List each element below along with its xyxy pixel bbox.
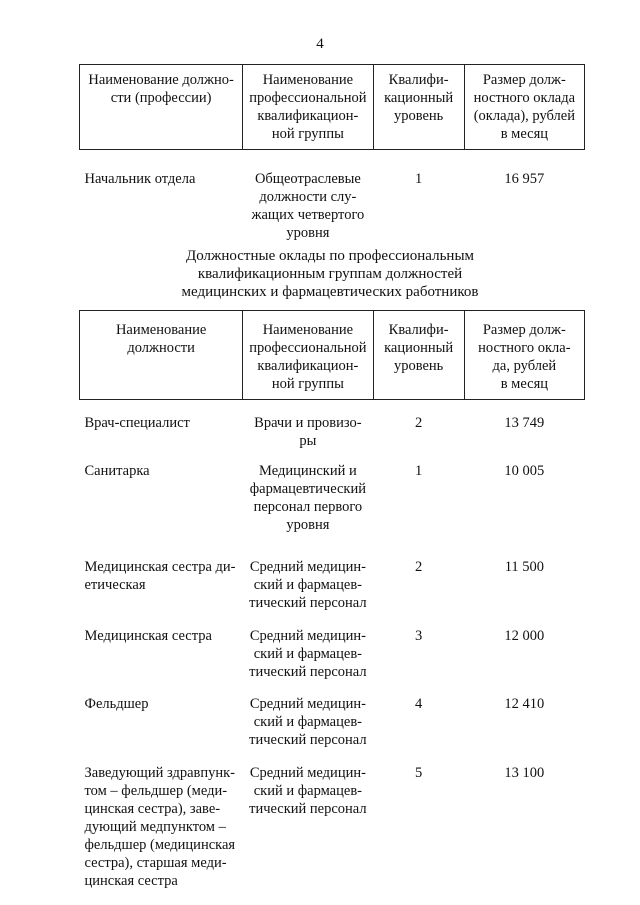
header-position: Наименование должно- сти (профессии) xyxy=(80,65,243,150)
cell-salary: 13 100 xyxy=(504,765,545,781)
cell-group: Средний медицин- ский и фармацев- тический персонал xyxy=(249,696,367,748)
cell-level: 2 xyxy=(414,559,423,575)
header-qualification-level: Квалифи- кационный уровень xyxy=(373,311,464,400)
cell-group: Средний медицин- ский и фармацев- тический персонал xyxy=(249,559,367,611)
cell-salary: 11 500 xyxy=(504,559,545,575)
section-title: Должностные оклады по профессиональным квалификационным группам должностей медицинских и фармацевтических работников xyxy=(181,248,479,300)
header-qualification-level: Квалифи- кационный уровень xyxy=(373,65,464,150)
header-salary: Размер долж- ностного окла- да, рублей в месяц xyxy=(464,311,584,400)
cell-level: 3 xyxy=(414,628,423,644)
header-salary: Размер долж- ностного оклада (оклада), рублей в месяц xyxy=(464,65,584,150)
cell-position: Заведующий здравпунк- том – фельдшер (меди- цинская сестра), заве- дующий медпунктом – фельдшер (медицинская сестра), старшая меди- цинская сестра xyxy=(84,765,236,889)
table-row xyxy=(80,542,585,614)
cell-group: Врачи и провизо- ры xyxy=(254,415,362,449)
cell-position: Медицинская сестра ди- етическая xyxy=(84,559,236,593)
table-row xyxy=(80,454,585,542)
salary-table-general xyxy=(79,64,585,242)
cell-level: 2 xyxy=(414,415,423,431)
cell-salary: 10 005 xyxy=(504,463,545,479)
table-row xyxy=(80,750,585,890)
table-row xyxy=(80,400,585,455)
cell-position: Врач-специалист xyxy=(84,415,190,431)
cell-salary: 12 410 xyxy=(504,696,545,712)
table-header-row xyxy=(80,311,585,400)
table-header-row xyxy=(80,65,585,150)
salary-table-medical xyxy=(79,310,585,890)
cell-group: Средний медицин- ский и фармацев- тический персонал xyxy=(249,628,367,680)
cell-position: Санитарка xyxy=(84,463,150,479)
cell-level: 5 xyxy=(414,765,423,781)
cell-salary: 13 749 xyxy=(504,415,545,431)
cell-level: 4 xyxy=(414,696,423,712)
table-row xyxy=(80,614,585,682)
cell-position: Фельдшер xyxy=(84,696,149,712)
cell-group: Общеотраслевые должности слу- жащих четвертого уровня xyxy=(251,171,365,241)
cell-group: Средний медицин- ский и фармацев- тический персонал xyxy=(249,765,367,817)
cell-position: Начальник отдела xyxy=(84,171,196,187)
page-number: 4 xyxy=(316,36,324,52)
cell-group: Медицинский и фармацевтический персонал первого уровня xyxy=(249,463,366,533)
header-qualification-group: Наименование профессиональной квалификацион- ной группы xyxy=(243,311,373,400)
table-row xyxy=(80,682,585,750)
cell-salary: 16 957 xyxy=(504,171,545,187)
cell-salary: 12 000 xyxy=(504,628,545,644)
header-qualification-group: Наименование профессиональной квалификацион- ной группы xyxy=(243,65,373,150)
header-position: Наименование должности xyxy=(80,311,243,400)
cell-position: Медицинская сестра xyxy=(84,628,212,644)
cell-level: 1 xyxy=(414,171,423,187)
cell-level: 1 xyxy=(414,463,423,479)
table-row xyxy=(80,150,585,243)
